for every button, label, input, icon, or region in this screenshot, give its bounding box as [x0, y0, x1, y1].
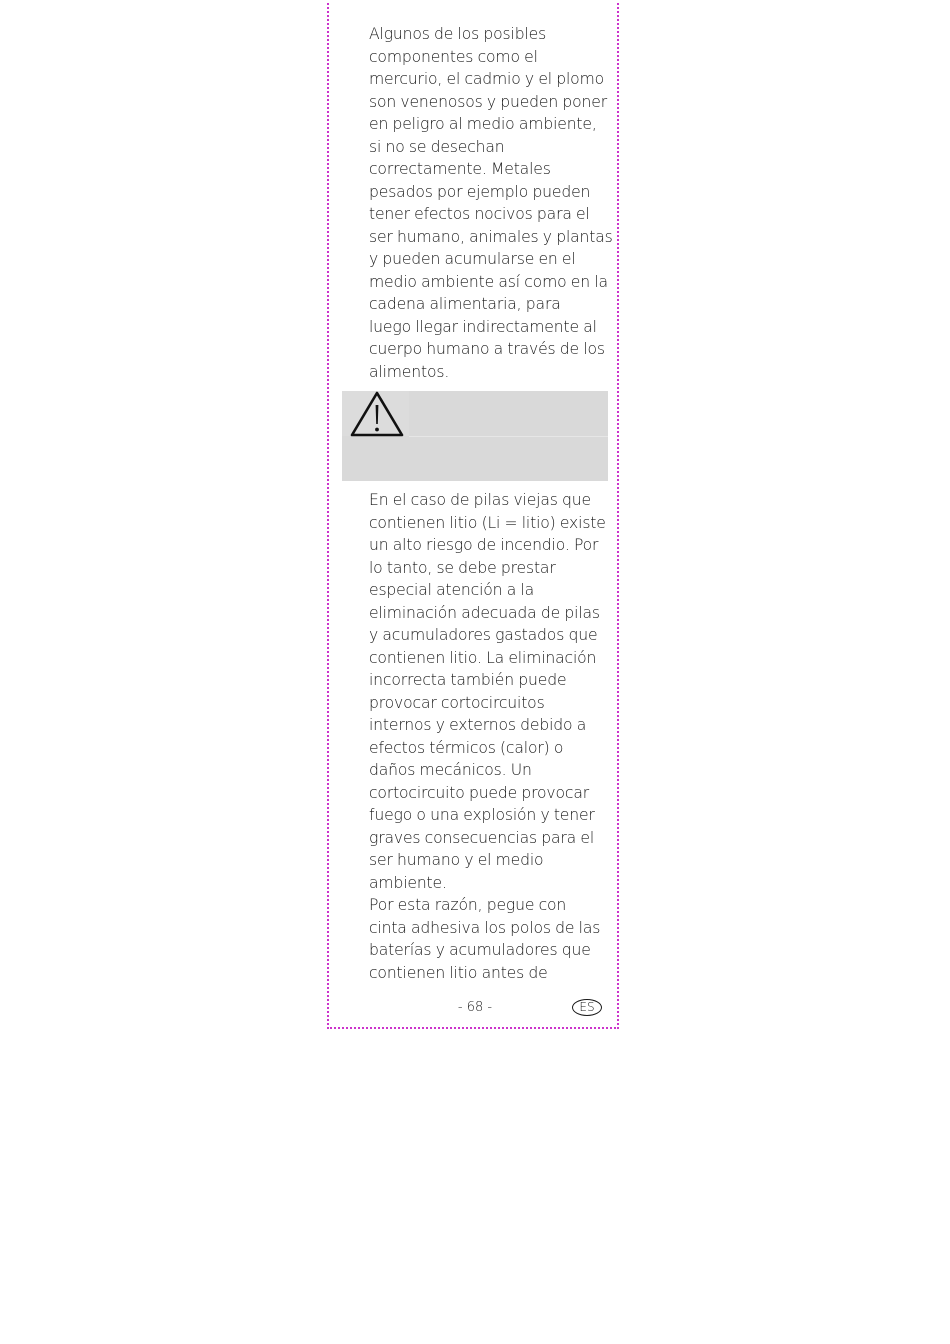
warning-icon-cell [342, 391, 409, 436]
text-line: graves consecuencias para el [369, 828, 595, 847]
text-line: Algunos de los posibles [369, 25, 547, 43]
language-badge: ES [572, 999, 602, 1016]
text-line: alimentos. [369, 362, 450, 381]
text-line: internos y externos debido a [369, 716, 587, 734]
text-line: si no se desechan [369, 137, 505, 156]
warning-divider [409, 436, 608, 437]
text-line: pesados por ejemplo pueden [369, 182, 591, 201]
text-line: lo tanto, se debe prestar [369, 558, 556, 577]
text-line: ser humano, animales y plantas [369, 227, 613, 246]
warning-triangle-icon [350, 391, 404, 437]
text-line: un alto riesgo de incendio. Por [369, 536, 599, 554]
warning-box [342, 391, 608, 481]
paragraph-heavy-metals [369, 23, 613, 383]
text-line: Por esta razón, pegue con [369, 896, 567, 914]
text-line: medio ambiente así como en la [369, 272, 608, 291]
text-line: cuerpo humano a través de los [369, 340, 605, 358]
text-line: mercurio, el cadmio y el plomo [369, 70, 605, 88]
text-line: eliminación adecuada de pilas [369, 603, 600, 622]
text-line: cinta adhesiva los polos de las [369, 918, 601, 937]
text-line: y acumuladores gastados que [369, 626, 598, 644]
text-line: correctamente. Metales [369, 160, 551, 178]
page-number: - 68 - [457, 1000, 493, 1015]
text-line: ser humano y el medio [369, 851, 544, 869]
text-line: luego llegar indirectamente al [369, 317, 597, 336]
text-line: contienen litio antes de [369, 963, 548, 982]
text-line: incorrecta también puede [369, 671, 567, 689]
text-line: En el caso de pilas viejas que [369, 491, 591, 509]
text-line: contienen litio (Li = litio) existe [369, 513, 606, 532]
text-line: fuego o una explosión y tener [369, 806, 595, 824]
text-line: ambiente. [369, 873, 447, 892]
text-line: especial atención a la [369, 581, 534, 599]
paragraph-lithium-batteries [369, 489, 607, 984]
text-line: contienen litio. La eliminación [369, 648, 597, 667]
text-line: en peligro al medio ambiente, [369, 115, 597, 133]
text-line: cortocircuito puede provocar [369, 783, 589, 802]
text-line: efectos térmicos (calor) o [369, 738, 564, 757]
text-line: y pueden acumularse en el [369, 250, 576, 268]
text-line: provocar cortocircuitos [369, 693, 545, 712]
text-line: tener efectos nocivos para el [369, 205, 590, 223]
text-line: daños mecánicos. Un [369, 761, 532, 779]
text-line: son venenosos y pueden poner [369, 92, 607, 111]
text-line: componentes como el [369, 47, 538, 66]
text-line: cadena alimentaria, para [369, 295, 561, 313]
text-line: baterías y acumuladores que [369, 941, 591, 959]
